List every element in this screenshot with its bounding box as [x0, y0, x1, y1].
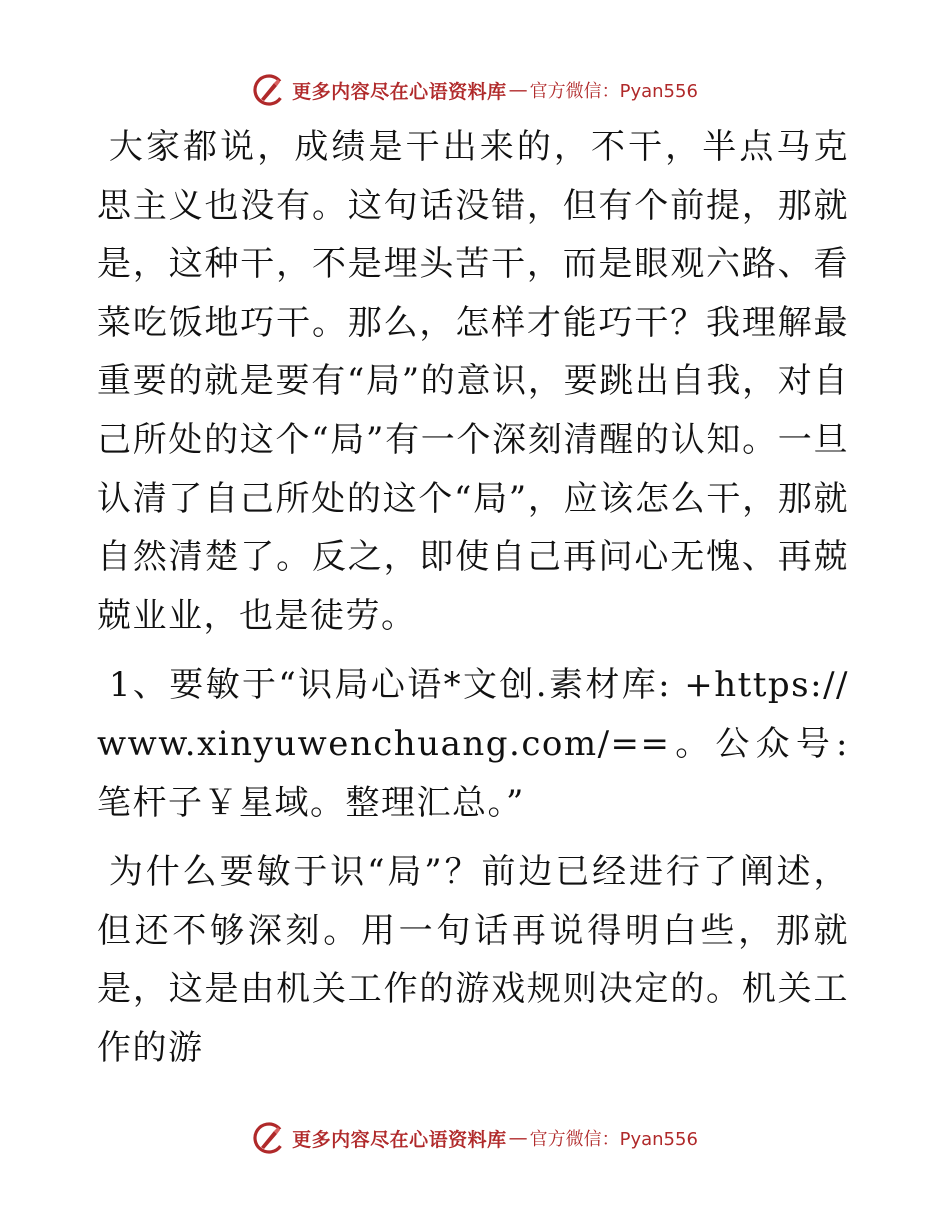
document-body: [97, 118, 849, 1078]
footer-slogan: 更多内容尽在心语资料库: [292, 1128, 507, 1151]
paragraph-intro: 大家都说，成绩是干出来的，不干，半点马克思主义也没有。这句话没错，但有个前提，那就是，这种干，不是埋头苦干，而是眼观六路、看菜吃饭地巧干。那么，怎样才能巧干？我理解最重要的就是要有“局”的意识，要跳出自我，对自己所处的这个“局”有一个深刻清醒的认知。一旦认清了自己所处的这个“局”，应该怎么干，那就自然清楚了。反之，即使自己再问心无愧、再兢兢业业，也是徒劳。: [97, 127, 849, 636]
header-slogan: 更多内容尽在心语资料库: [292, 80, 507, 103]
paragraph-why: 为什么要敏于识“局”？前边已经进行了阐述，但还不够深刻。用一句话再说得明白些，那就是，这是由机关工作的游戏规则决定的。机关工作的游: [97, 852, 849, 1068]
brand-logo-icon: [252, 73, 286, 107]
paragraph-section-heading: 1、要敏于“识局心语*文创.素材库: +https://www.xinyuwenchuang.com/==。公众号: 笔杆子￥星域。整理汇总。”: [97, 665, 849, 823]
brand-logo-icon: [252, 1121, 286, 1155]
header-wechat: 官方微信：Pyan556: [529, 81, 698, 102]
header-watermark: [0, 70, 950, 110]
footer-watermark: [0, 1118, 950, 1158]
header-dash: —: [508, 79, 528, 101]
footer-dash: —: [508, 1127, 528, 1149]
footer-wechat: 官方微信：Pyan556: [529, 1129, 698, 1150]
